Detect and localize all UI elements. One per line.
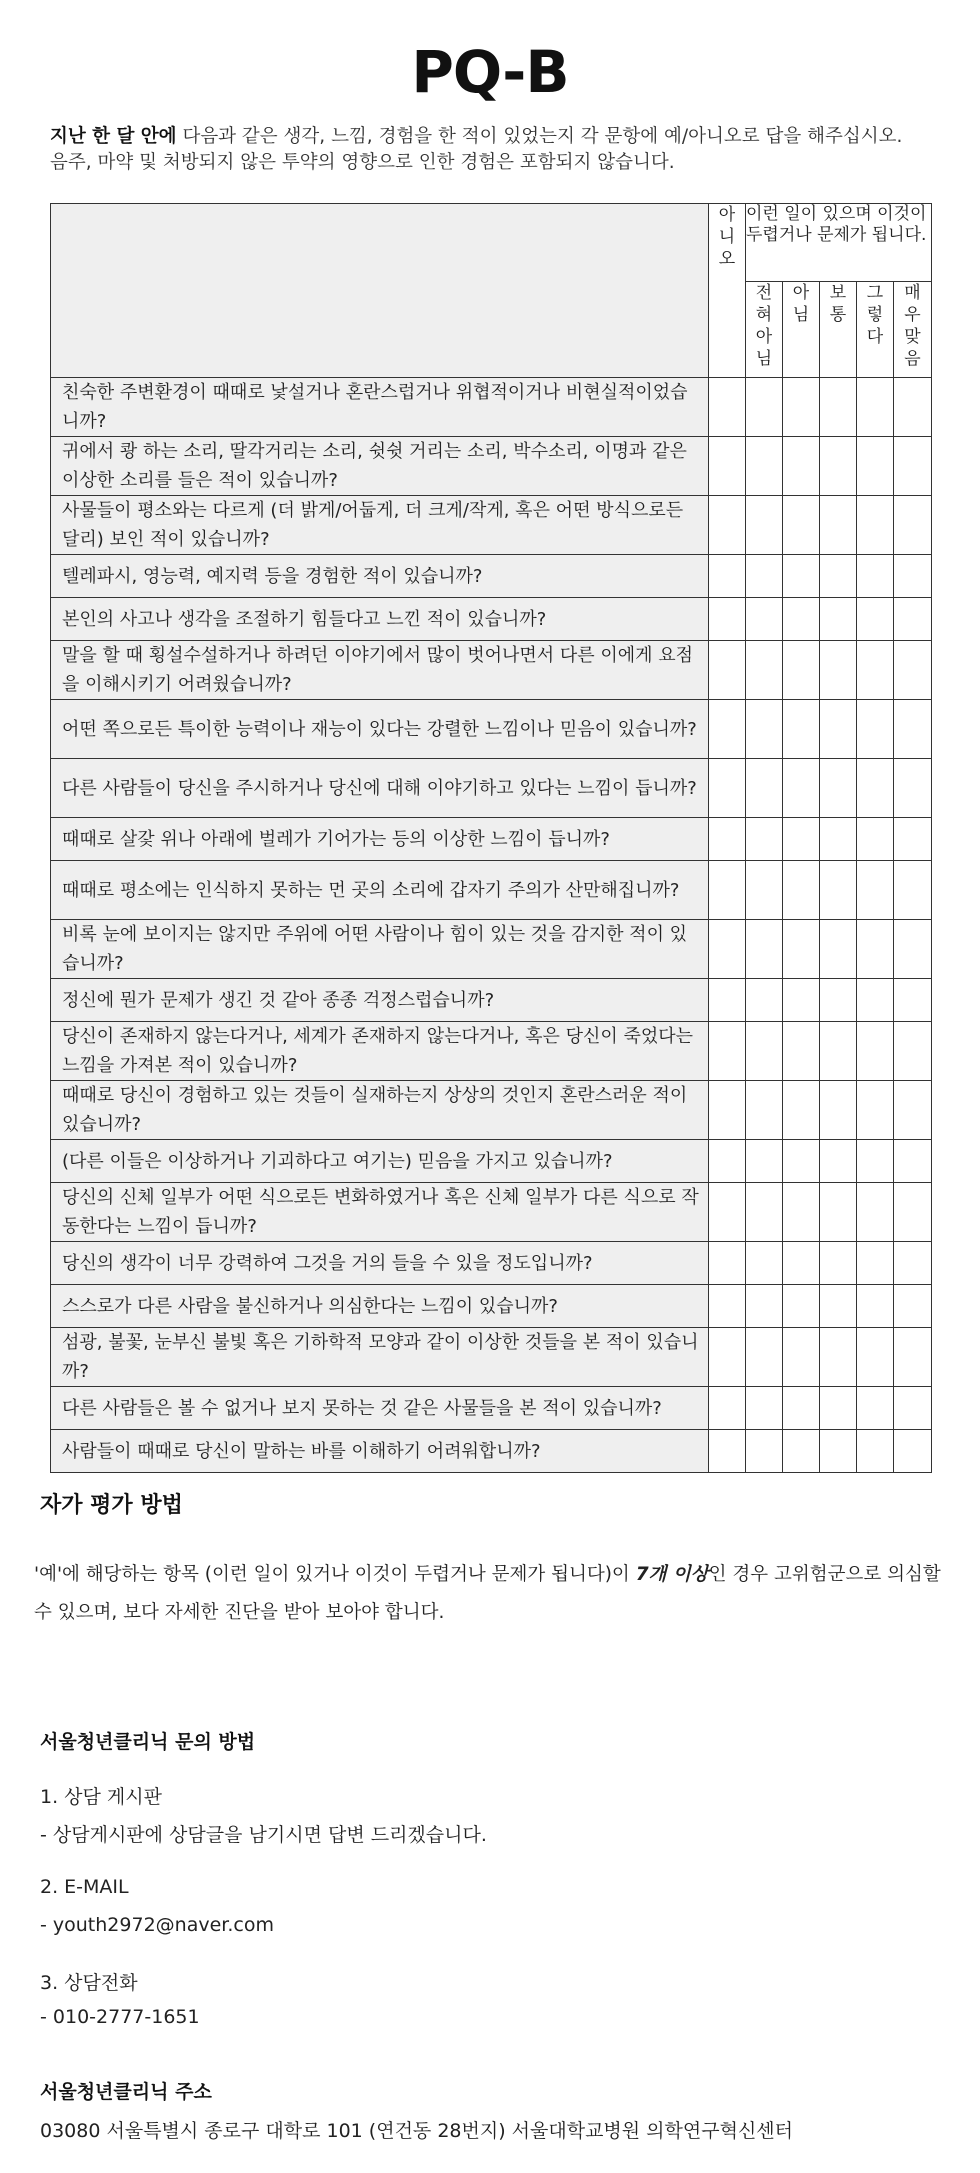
question-row bbox=[51, 1183, 932, 1242]
question-row bbox=[51, 1328, 932, 1387]
answer-cell-scale-2[interactable] bbox=[783, 1387, 820, 1430]
question-text: (다른 이들은 이상하거나 기괴하다고 여기는) 믿음을 가지고 있습니까? bbox=[51, 1140, 709, 1183]
answer-cell-no[interactable] bbox=[709, 818, 746, 861]
answer-cell-scale-1[interactable] bbox=[746, 1140, 783, 1183]
answer-cell-no[interactable] bbox=[709, 1387, 746, 1430]
question-text: 당신이 존재하지 않는다거나, 세계가 존재하지 않는다거나, 혹은 당신이 죽었다는 느낌을 가져본 적이 있습니까? bbox=[51, 1022, 709, 1081]
answer-cell-scale-2[interactable] bbox=[783, 598, 820, 641]
answer-cell-no[interactable] bbox=[709, 920, 746, 979]
answer-cell-scale-2[interactable] bbox=[783, 700, 820, 759]
answer-cell-scale-3[interactable] bbox=[820, 979, 857, 1022]
self-eval-text-a: '예'에 해당하는 항목 (이런 일이 있거나 이것이 두렵거나 문제가 됩니다)이 bbox=[34, 1564, 636, 1585]
header-blank-cell bbox=[51, 204, 709, 378]
answer-cell-scale-3[interactable] bbox=[820, 641, 857, 700]
scale-header-5: 매우 맞음 bbox=[894, 282, 932, 378]
answer-cell-scale-3[interactable] bbox=[820, 1387, 857, 1430]
answer-cell-scale-5[interactable] bbox=[894, 1285, 932, 1328]
answer-cell-scale-1[interactable] bbox=[746, 496, 783, 555]
question-text: 어떤 쪽으로든 특이한 능력이나 재능이 있다는 강렬한 느낌이나 믿음이 있습니까? bbox=[51, 700, 709, 759]
answer-cell-scale-5[interactable] bbox=[894, 1183, 932, 1242]
answer-cell-scale-2[interactable] bbox=[783, 979, 820, 1022]
answer-cell-scale-4[interactable] bbox=[857, 1430, 894, 1473]
answer-cell-scale-3[interactable] bbox=[820, 1022, 857, 1081]
scale-header-2: 아님 bbox=[783, 282, 820, 378]
answer-cell-no[interactable] bbox=[709, 641, 746, 700]
answer-cell-scale-4[interactable] bbox=[857, 920, 894, 979]
question-row bbox=[51, 700, 932, 759]
contact-item3-label: 3. 상담전화 bbox=[40, 1972, 138, 1994]
answer-cell-scale-2[interactable] bbox=[783, 641, 820, 700]
question-row bbox=[51, 598, 932, 641]
pqb-questionnaire-table bbox=[50, 203, 932, 1473]
instructions bbox=[50, 124, 950, 176]
question-row bbox=[51, 378, 932, 437]
answer-cell-scale-4[interactable] bbox=[857, 1140, 894, 1183]
answer-cell-scale-3[interactable] bbox=[820, 555, 857, 598]
question-row bbox=[51, 920, 932, 979]
answer-cell-scale-3[interactable] bbox=[820, 700, 857, 759]
question-row bbox=[51, 1242, 932, 1285]
question-text: 섬광, 불꽃, 눈부신 불빛 혹은 기하학적 모양과 같이 이상한 것들을 본 적이 있습니까? bbox=[51, 1328, 709, 1387]
answer-cell-no[interactable] bbox=[709, 1183, 746, 1242]
question-row bbox=[51, 979, 932, 1022]
answer-cell-scale-5[interactable] bbox=[894, 1430, 932, 1473]
answer-cell-no[interactable] bbox=[709, 1140, 746, 1183]
answer-cell-scale-5[interactable] bbox=[894, 496, 932, 555]
answer-cell-scale-5[interactable] bbox=[894, 1242, 932, 1285]
answer-cell-scale-1[interactable] bbox=[746, 759, 783, 818]
answer-cell-scale-1[interactable] bbox=[746, 1387, 783, 1430]
question-text: 정신에 뭔가 문제가 생긴 것 같아 종종 걱정스럽습니까? bbox=[51, 979, 709, 1022]
question-text: 당신의 생각이 너무 강력하여 그것을 거의 들을 수 있을 정도입니까? bbox=[51, 1242, 709, 1285]
answer-cell-no[interactable] bbox=[709, 1022, 746, 1081]
question-row bbox=[51, 1430, 932, 1473]
answer-cell-scale-3[interactable] bbox=[820, 1140, 857, 1183]
answer-cell-scale-2[interactable] bbox=[783, 818, 820, 861]
question-text: 때때로 평소에는 인식하지 못하는 먼 곳의 소리에 갑자기 주의가 산만해집니까? bbox=[51, 861, 709, 920]
answer-cell-scale-5[interactable] bbox=[894, 700, 932, 759]
answer-cell-scale-5[interactable] bbox=[894, 641, 932, 700]
answer-cell-scale-5[interactable] bbox=[894, 437, 932, 496]
answer-cell-scale-2[interactable] bbox=[783, 1022, 820, 1081]
answer-cell-scale-4[interactable] bbox=[857, 1285, 894, 1328]
answer-cell-scale-2[interactable] bbox=[783, 1081, 820, 1140]
answer-cell-scale-2[interactable] bbox=[783, 759, 820, 818]
answer-cell-scale-3[interactable] bbox=[820, 920, 857, 979]
answer-cell-scale-1[interactable] bbox=[746, 641, 783, 700]
answer-cell-no[interactable] bbox=[709, 700, 746, 759]
answer-cell-scale-1[interactable] bbox=[746, 979, 783, 1022]
answer-cell-scale-3[interactable] bbox=[820, 861, 857, 920]
answer-cell-scale-2[interactable] bbox=[783, 861, 820, 920]
question-text: 다른 사람들은 볼 수 없거나 보지 못하는 것 같은 사물들을 본 적이 있습니까? bbox=[51, 1387, 709, 1430]
answer-cell-scale-4[interactable] bbox=[857, 861, 894, 920]
question-row bbox=[51, 555, 932, 598]
header-no: 아니오 bbox=[709, 204, 746, 378]
answer-cell-scale-1[interactable] bbox=[746, 1328, 783, 1387]
answer-cell-scale-5[interactable] bbox=[894, 1328, 932, 1387]
question-text: 때때로 살갗 위나 아래에 벌레가 기어가는 등의 이상한 느낌이 듭니까? bbox=[51, 818, 709, 861]
question-text: 때때로 당신이 경험하고 있는 것들이 실재하는지 상상의 것인지 혼란스러운 적이 있습니까? bbox=[51, 1081, 709, 1140]
answer-cell-no[interactable] bbox=[709, 598, 746, 641]
scale-header-3: 보통 bbox=[820, 282, 857, 378]
answer-cell-scale-2[interactable] bbox=[783, 1242, 820, 1285]
answer-cell-scale-5[interactable] bbox=[894, 378, 932, 437]
answer-cell-no[interactable] bbox=[709, 437, 746, 496]
answer-cell-no[interactable] bbox=[709, 555, 746, 598]
answer-cell-scale-1[interactable] bbox=[746, 1081, 783, 1140]
answer-cell-scale-2[interactable] bbox=[783, 1285, 820, 1328]
question-text: 다른 사람들이 당신을 주시하거나 당신에 대해 이야기하고 있다는 느낌이 듭니까? bbox=[51, 759, 709, 818]
answer-cell-scale-1[interactable] bbox=[746, 555, 783, 598]
answer-cell-scale-3[interactable] bbox=[820, 1183, 857, 1242]
question-row bbox=[51, 818, 932, 861]
question-row bbox=[51, 1285, 932, 1328]
answer-cell-scale-4[interactable] bbox=[857, 759, 894, 818]
question-row bbox=[51, 1022, 932, 1081]
answer-cell-no[interactable] bbox=[709, 1328, 746, 1387]
answer-cell-scale-4[interactable] bbox=[857, 598, 894, 641]
answer-cell-scale-4[interactable] bbox=[857, 641, 894, 700]
question-row bbox=[51, 861, 932, 920]
question-text: 사람들이 때때로 당신이 말하는 바를 이해하기 어려워합니까? bbox=[51, 1430, 709, 1473]
answer-cell-scale-2[interactable] bbox=[783, 1183, 820, 1242]
answer-cell-scale-1[interactable] bbox=[746, 700, 783, 759]
answer-cell-scale-5[interactable] bbox=[894, 598, 932, 641]
answer-cell-scale-3[interactable] bbox=[820, 437, 857, 496]
answer-cell-scale-2[interactable] bbox=[783, 1140, 820, 1183]
answer-cell-scale-4[interactable] bbox=[857, 437, 894, 496]
answer-cell-scale-4[interactable] bbox=[857, 1242, 894, 1285]
question-row bbox=[51, 1140, 932, 1183]
answer-cell-no[interactable] bbox=[709, 1081, 746, 1140]
question-row bbox=[51, 496, 932, 555]
answer-cell-scale-4[interactable] bbox=[857, 496, 894, 555]
answer-cell-scale-4[interactable] bbox=[857, 378, 894, 437]
answer-cell-scale-4[interactable] bbox=[857, 1328, 894, 1387]
answer-cell-scale-5[interactable] bbox=[894, 1387, 932, 1430]
answer-cell-scale-1[interactable] bbox=[746, 1430, 783, 1473]
scale-header-1: 전혀 아님 bbox=[746, 282, 783, 378]
answer-cell-scale-4[interactable] bbox=[857, 979, 894, 1022]
instructions-text: 다음과 같은 생각, 느낌, 경험을 한 적이 있었는지 각 문항에 예/아니오로 답을 해주십시오. bbox=[176, 126, 903, 147]
question-text: 귀에서 쾅 하는 소리, 딸각거리는 소리, 쉿쉿 거리는 소리, 박수소리, 이명과 같은 이상한 소리를 들은 적이 있습니까? bbox=[51, 437, 709, 496]
answer-cell-no[interactable] bbox=[709, 378, 746, 437]
answer-cell-scale-2[interactable] bbox=[783, 437, 820, 496]
answer-cell-scale-5[interactable] bbox=[894, 1081, 932, 1140]
answer-cell-scale-3[interactable] bbox=[820, 1242, 857, 1285]
answer-cell-no[interactable] bbox=[709, 1430, 746, 1473]
question-row bbox=[51, 641, 932, 700]
answer-cell-scale-1[interactable] bbox=[746, 920, 783, 979]
question-text: 비록 눈에 보이지는 않지만 주위에 어떤 사람이나 힘이 있는 것을 감지한 적이 있습니까? bbox=[51, 920, 709, 979]
header-yes: 이런 일이 있으며 이것이 두렵거나 문제가 됩니다. bbox=[746, 204, 932, 282]
answer-cell-scale-4[interactable] bbox=[857, 1081, 894, 1140]
answer-cell-scale-4[interactable] bbox=[857, 1022, 894, 1081]
answer-cell-scale-5[interactable] bbox=[894, 861, 932, 920]
answer-cell-scale-5[interactable] bbox=[894, 979, 932, 1022]
instructions-emphasis: 지난 한 달 안에 bbox=[50, 126, 177, 147]
address-text: 03080 서울특별시 종로구 대학로 101 (연건동 28번지) 서울대학교병원 의학연구혁신센터 bbox=[40, 2120, 794, 2142]
answer-cell-scale-3[interactable] bbox=[820, 378, 857, 437]
answer-cell-scale-1[interactable] bbox=[746, 818, 783, 861]
answer-cell-scale-3[interactable] bbox=[820, 1328, 857, 1387]
instructions-note: 음주, 마약 및 처방되지 않은 투약의 영향으로 인한 경험은 포함되지 않습니다. bbox=[50, 152, 675, 173]
question-row bbox=[51, 1081, 932, 1140]
answer-cell-scale-3[interactable] bbox=[820, 1430, 857, 1473]
question-text: 당신의 신체 일부가 어떤 식으로든 변화하였거나 혹은 신체 일부가 다른 식으로 작동한다는 느낌이 듭니까? bbox=[51, 1183, 709, 1242]
answer-cell-no[interactable] bbox=[709, 861, 746, 920]
contact-email[interactable]: - youth2972@naver.com bbox=[40, 1914, 274, 1936]
answer-cell-scale-2[interactable] bbox=[783, 496, 820, 555]
answer-cell-scale-2[interactable] bbox=[783, 555, 820, 598]
question-text: 텔레파시, 영능력, 예지력 등을 경험한 적이 있습니까? bbox=[51, 555, 709, 598]
answer-cell-scale-3[interactable] bbox=[820, 1081, 857, 1140]
answer-cell-scale-3[interactable] bbox=[820, 496, 857, 555]
answer-cell-scale-3[interactable] bbox=[820, 598, 857, 641]
contact-item2-label: 2. E-MAIL bbox=[40, 1876, 129, 1898]
answer-cell-no[interactable] bbox=[709, 759, 746, 818]
self-eval-text-b: 인 경우 고위험군으로 의심할 수 있으며, 보다 자세한 진단을 받아 보아야 합니다. bbox=[34, 1564, 941, 1623]
answer-cell-scale-1[interactable] bbox=[746, 1242, 783, 1285]
answer-cell-scale-2[interactable] bbox=[783, 378, 820, 437]
contact-item1-label: 1. 상담 게시판 bbox=[40, 1786, 162, 1808]
question-text: 스스로가 다른 사람을 불신하거나 의심한다는 느낌이 있습니까? bbox=[51, 1285, 709, 1328]
self-eval-emphasis: 7개 이상 bbox=[635, 1564, 709, 1585]
answer-cell-no[interactable] bbox=[709, 1242, 746, 1285]
self-eval-title: 자가 평가 방법 bbox=[40, 1493, 183, 1518]
answer-cell-scale-1[interactable] bbox=[746, 1022, 783, 1081]
answer-cell-scale-4[interactable] bbox=[857, 1183, 894, 1242]
question-text: 본인의 사고나 생각을 조절하기 힘들다고 느낀 적이 있습니까? bbox=[51, 598, 709, 641]
answer-cell-scale-3[interactable] bbox=[820, 759, 857, 818]
contact-phone[interactable]: - 010-2777-1651 bbox=[40, 2006, 200, 2028]
question-text: 말을 할 때 횡설수설하거나 하려던 이야기에서 많이 벗어나면서 다른 이에게 요점을 이해시키기 어려웠습니까? bbox=[51, 641, 709, 700]
contact-title: 서울청년클리닉 문의 방법 bbox=[40, 1731, 256, 1753]
contact-item1-text: - 상담게시판에 상담글을 남기시면 답변 드리겠습니다. bbox=[40, 1824, 487, 1846]
answer-cell-no[interactable] bbox=[709, 979, 746, 1022]
question-row bbox=[51, 1387, 932, 1430]
answer-cell-scale-1[interactable] bbox=[746, 861, 783, 920]
question-text: 사물들이 평소와는 다르게 (더 밝게/어둡게, 더 크게/작게, 혹은 어떤 방식으로든 달리) 보인 적이 있습니까? bbox=[51, 496, 709, 555]
answer-cell-scale-5[interactable] bbox=[894, 1022, 932, 1081]
answer-cell-scale-3[interactable] bbox=[820, 1285, 857, 1328]
answer-cell-scale-1[interactable] bbox=[746, 598, 783, 641]
answer-cell-no[interactable] bbox=[709, 1285, 746, 1328]
address-title: 서울청년클리닉 주소 bbox=[40, 2081, 212, 2103]
scale-header-4: 그렇다 bbox=[857, 282, 894, 378]
answer-cell-scale-2[interactable] bbox=[783, 1328, 820, 1387]
answer-cell-scale-1[interactable] bbox=[746, 437, 783, 496]
answer-cell-scale-2[interactable] bbox=[783, 920, 820, 979]
answer-cell-scale-2[interactable] bbox=[783, 1430, 820, 1473]
answer-cell-no[interactable] bbox=[709, 496, 746, 555]
answer-cell-scale-5[interactable] bbox=[894, 920, 932, 979]
answer-cell-scale-5[interactable] bbox=[894, 555, 932, 598]
answer-cell-scale-5[interactable] bbox=[894, 759, 932, 818]
answer-cell-scale-3[interactable] bbox=[820, 818, 857, 861]
answer-cell-scale-1[interactable] bbox=[746, 378, 783, 437]
answer-cell-scale-5[interactable] bbox=[894, 1140, 932, 1183]
answer-cell-scale-5[interactable] bbox=[894, 818, 932, 861]
answer-cell-scale-4[interactable] bbox=[857, 818, 894, 861]
question-row bbox=[51, 437, 932, 496]
self-eval-text bbox=[34, 1556, 954, 1632]
answer-cell-scale-4[interactable] bbox=[857, 1387, 894, 1430]
answer-cell-scale-4[interactable] bbox=[857, 700, 894, 759]
question-text: 친숙한 주변환경이 때때로 낯설거나 혼란스럽거나 위협적이거나 비현실적이었습니까? bbox=[51, 378, 709, 437]
question-row bbox=[51, 759, 932, 818]
answer-cell-scale-1[interactable] bbox=[746, 1285, 783, 1328]
answer-cell-scale-4[interactable] bbox=[857, 555, 894, 598]
page-title: PQ-B bbox=[411, 38, 569, 106]
answer-cell-scale-1[interactable] bbox=[746, 1183, 783, 1242]
